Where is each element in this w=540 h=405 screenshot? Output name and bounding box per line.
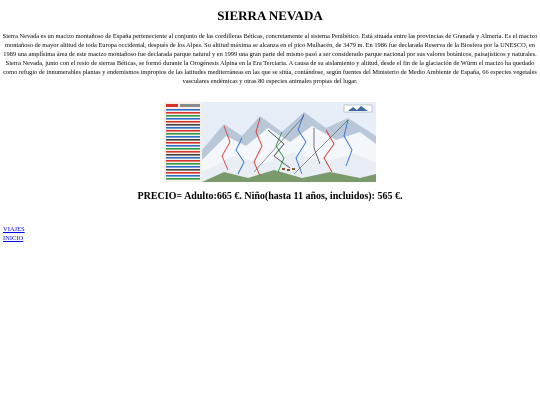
link-viajes[interactable]: VIAJES — [3, 226, 25, 233]
nav-links — [3, 226, 25, 243]
price-text: PRECIO= Adulto:665 €. Niño(hasta 11 años, incluidos): 565 €. — [137, 191, 403, 202]
link-inicio[interactable]: INICIO — [3, 234, 24, 242]
intro-paragraph: Sierra Nevada es un macizo montañoso de España perteneciente al conjunto de las cordilleras Béticas, concretamente al sistema Penibético. Está situada entre las provincias de Granada y Almería. Es el macizo montañoso de mayor altitud de toda Europa occidental, después de los Alpes. Su altitud máxima se alcanza en el pico Mulhacén, de 3479 m. En 1986 fue declarada Reserva de la Biosfera por la UNESCO, en 1989 una amplísima área de este macizo montañoso fue declarada parque natural y en 1999 una gran parte del mismo pasó a ser considerado parque nacional por sus valores botánicos, paisajísticos y naturales. Sierra Nevada, junto con el resto de sierras Béticas, se formó durante la Orogénesis Alpina en la Era Terciaria. A causa de su aislamiento y altitud, desde el fin de la glaciación de Würm el macizo ha quedado como refugio de innumerables plantas y endemismos impropios de las latitudes mediterráneas en las que se sitúa, contándose, según fuentes del Ministerio de Medio Ambiente de España, 66 especies vegetales vasculares endémicas y otras 80 especies animales propias del lugar. — [2, 33, 538, 85]
page-title: SIERRA NEVADA — [217, 8, 323, 23]
ski-map-image — [164, 102, 376, 182]
ski-map-illustration — [164, 102, 376, 182]
